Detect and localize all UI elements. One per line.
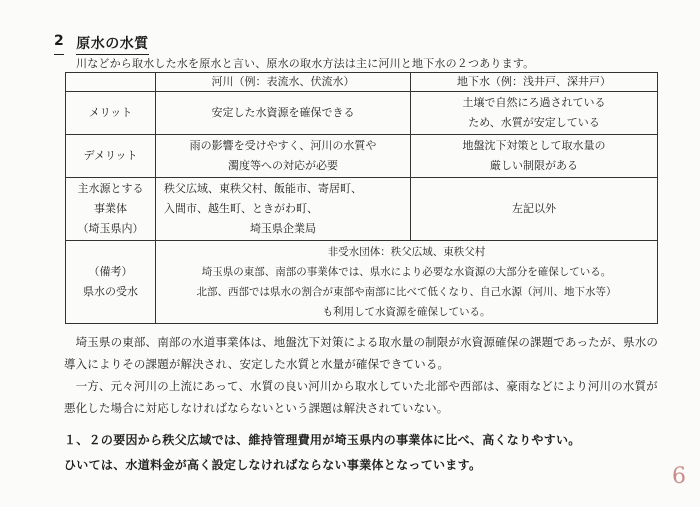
table-header-row: [66, 73, 658, 92]
conclusion: [64, 428, 581, 478]
demerit-label: デメリット: [66, 135, 156, 178]
header-empty: [66, 73, 156, 92]
entities-river-line: 秩父広域、東秩父村、飯能市、寄居町、: [164, 182, 362, 195]
demerit-ground: [411, 135, 658, 178]
header-groundwater: 地下水（例：浅井戸、深井戸）: [411, 73, 658, 92]
entities-label: [66, 178, 156, 241]
entities-river: [156, 178, 411, 241]
demerit-ground-line: 地盤沈下対策として取水量の: [462, 139, 606, 152]
section-heading: [54, 33, 149, 55]
entities-label-line: 主水源とする: [77, 182, 144, 195]
remarks-content: [156, 241, 658, 324]
section-number: 2: [54, 33, 64, 55]
conclusion-line: ひいては、水道料金が高く設定しなければならない事業体となっています。: [64, 458, 482, 472]
remarks-row: [66, 241, 658, 324]
remarks-label-line: 県水の受水: [83, 285, 138, 298]
remarks-line: 非受水団体：秩父広域、東秩父村: [327, 246, 486, 258]
merit-ground-line: ため、水質が安定している: [468, 116, 600, 129]
merit-ground-line: 土壌で自然にろ過されている: [462, 96, 606, 109]
raw-water-table: [65, 72, 658, 324]
remarks-line: も利用して水資源を確保している。: [322, 306, 491, 318]
paragraph-east-south: 埼玉県の東部、南部の水道事業体は、地盤沈下対策による取水量の制限が水資源確保の課題であったが、県水の導入によりその課題が解決され、安定した水質と水量が確保できている。: [64, 335, 659, 371]
remarks-label-line: （備考）: [88, 265, 133, 278]
entities-label-line: 事業体: [94, 202, 127, 215]
merit-label: メリット: [66, 92, 156, 135]
conclusion-line: １、２の要因から秩父広域では、維持管理費用が埼玉県内の事業体に比べ、高くなりやすい。: [64, 433, 581, 447]
demerit-river-line: 雨の影響を受けやすく、河川の水質や: [189, 139, 377, 152]
entities-label-line: （埼玉県内）: [77, 222, 144, 235]
entities-ground: 左記以外: [411, 178, 658, 241]
remarks-line: 埼玉県の東部、南部の事業体では、県水により必要な水資源の大部分を確保している。: [201, 266, 612, 278]
demerit-row: [66, 135, 658, 178]
remarks-label: [66, 241, 156, 324]
remarks-line: 北部、西部では県水の割合が東部や南部に比べて低くなり、自己水源（河川、地下水等）: [196, 286, 617, 298]
intro-text: 川などから取水した水を原水と言い、原水の取水方法は主に河川と地下水の２つあります。: [76, 57, 535, 70]
demerit-ground-line: 厳しい制限がある: [490, 159, 578, 172]
section-title: 原水の水質: [76, 33, 149, 55]
merit-ground: [411, 92, 658, 135]
paragraph-north-west: 一方、元々河川の上流にあって、水質の良い河川から取水していた北部や西部は、豪雨などにより河川の水質が悪化した場合に対応しなければならないという課題は解決されていない。: [64, 379, 658, 415]
merit-row: [66, 92, 658, 135]
demerit-river: [156, 135, 411, 178]
demerit-river-line: 濁度等への対応が必要: [228, 159, 338, 172]
header-river: 河川（例：表流水、伏流水）: [156, 73, 411, 92]
entities-river-line: 埼玉県企業局: [250, 222, 316, 235]
merit-river: 安定した水資源を確保できる: [156, 92, 411, 135]
entities-river-line: 入間市、越生町、ときがわ町、: [164, 202, 318, 215]
entities-row: [66, 178, 658, 241]
page-number: 6: [672, 464, 686, 489]
